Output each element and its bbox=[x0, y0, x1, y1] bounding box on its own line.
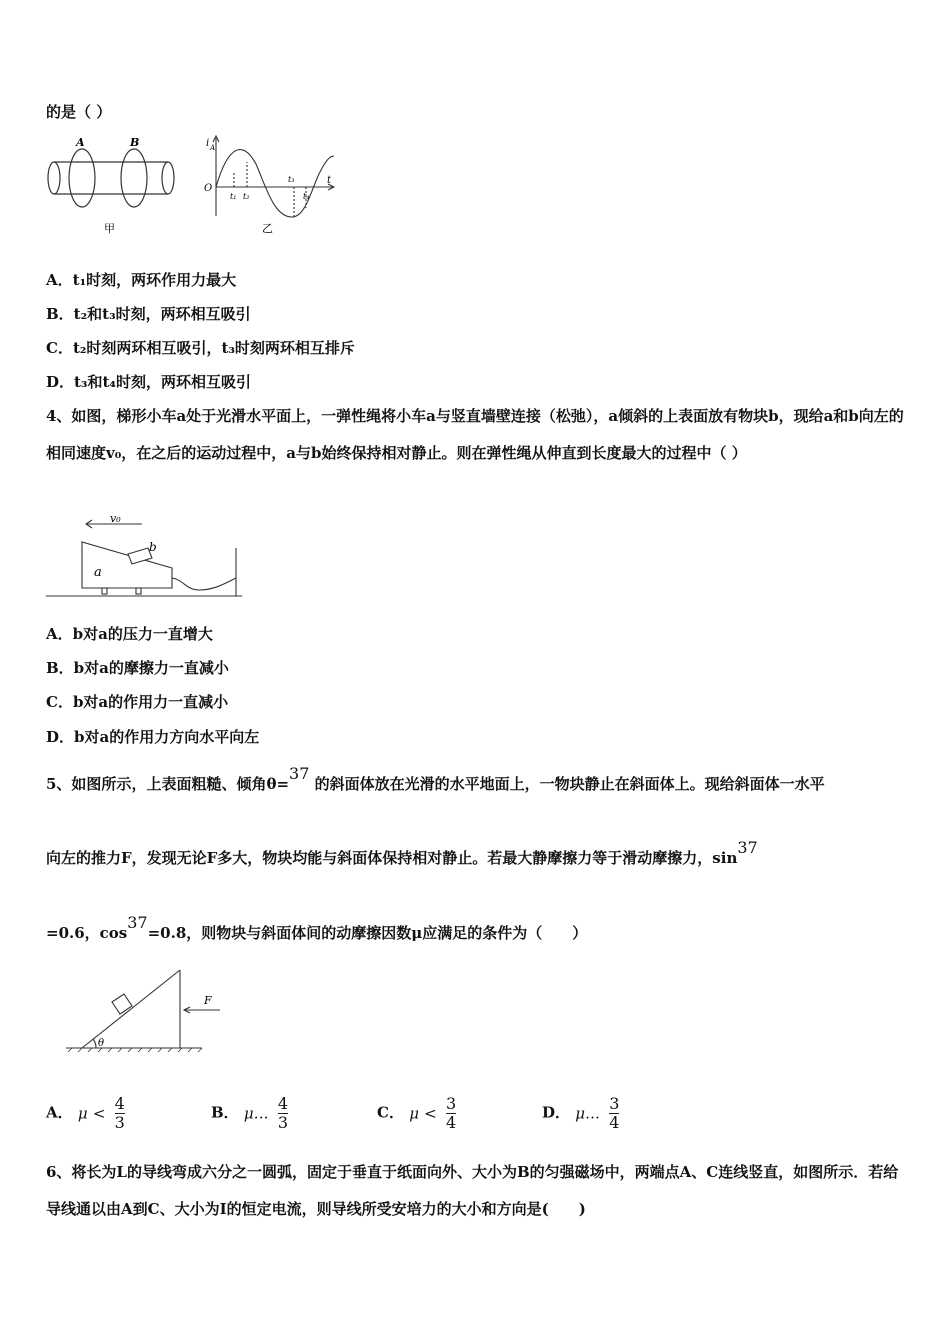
t2-label: t₂ bbox=[243, 192, 250, 201]
q3-option-c: C．t₂时刻两环相互吸引，t₃时刻两环相互排斥 bbox=[46, 339, 355, 357]
ring-b-label: B bbox=[130, 136, 140, 149]
q5-option-a: A． μ < $\frac{4}{3}$ bbox=[46, 1094, 125, 1132]
q6-question-text: 6、将长为L的导线弯成六分之一圆弧，固定于垂直于纸面向外、大小为B的匀强磁场中，两端点A、C连线竖直，如图所示．若给导线通以由A到C、大小为I的恒定电流，则导线所受安培力的大小和方向是( ) bbox=[46, 1163, 899, 1218]
q5-figure bbox=[62, 962, 232, 1056]
q5-option-b: B． μ… $\frac{4}{3}$ bbox=[211, 1094, 289, 1132]
t3-label: t₃ bbox=[288, 175, 295, 184]
q5-line-1 bbox=[46, 764, 825, 794]
q5-part2: 的斜面体放在光滑的水平地面上，一物块静止在斜面体上。现给斜面体一水平 bbox=[314, 775, 825, 793]
q3-figure bbox=[44, 132, 344, 238]
q5-angle-2: 37 bbox=[737, 838, 758, 857]
ring-a-label: A bbox=[76, 136, 85, 149]
sine-graph bbox=[213, 136, 334, 217]
q5-part3: 向左的推力F，发现无论F多大，物块均能与斜面体保持相对静止。若最大静摩擦力等于滑动摩擦力，sin bbox=[46, 849, 738, 867]
q5-part5: =0.8，则物块与斜面体间的动摩擦因数μ应满足的条件为（ ） bbox=[147, 924, 588, 942]
axis-x-label: t bbox=[327, 175, 332, 186]
origin-label: O bbox=[204, 183, 213, 194]
q3-option-a: A．t₁时刻，两环作用力最大 bbox=[46, 271, 237, 289]
t4-label: t₄ bbox=[303, 192, 310, 201]
q5-part4: =0.6，cos bbox=[46, 924, 128, 942]
caption-left: 甲 bbox=[104, 222, 115, 235]
q3-option-d: D．t₃和t₄时刻，两环相互吸引 bbox=[46, 373, 252, 391]
fraction: $\frac{3}{4}$ bbox=[445, 1094, 457, 1132]
q5-line-3 bbox=[46, 913, 588, 943]
t1-label: t₁ bbox=[230, 192, 237, 201]
q5-angle-1: 37 bbox=[289, 764, 310, 783]
block-b-label: b bbox=[149, 540, 157, 554]
block-a-label: a bbox=[94, 565, 102, 580]
q4-option-b: B．b对a的摩擦力一直减小 bbox=[46, 659, 229, 677]
fraction: $\frac{4}{3}$ bbox=[114, 1094, 125, 1132]
q4-option-d: D．b对a的作用力方向水平向左 bbox=[46, 728, 260, 746]
force-label: F bbox=[204, 994, 212, 1007]
axis-y-sub: A bbox=[210, 144, 216, 152]
axis-y-label: i bbox=[206, 138, 210, 149]
q5-option-c: C． μ < $\frac{3}{4}$ bbox=[377, 1094, 457, 1132]
q5-line-2 bbox=[46, 838, 758, 868]
theta-label: θ bbox=[98, 1038, 105, 1049]
q5-part1: 5、如图所示，上表面粗糙、倾角θ= bbox=[46, 775, 290, 793]
solenoid-diagram bbox=[48, 149, 174, 207]
q5-option-d: D． μ… $\frac{3}{4}$ bbox=[542, 1094, 620, 1132]
fraction: $\frac{3}{4}$ bbox=[609, 1094, 620, 1132]
caption-right: 乙 bbox=[262, 222, 273, 235]
velocity-label: v₀ bbox=[110, 512, 121, 525]
q4-option-c: C．b对a的作用力一直减小 bbox=[46, 693, 229, 711]
q4-figure bbox=[44, 508, 244, 602]
q4-option-a: A．b对a的压力一直增大 bbox=[46, 625, 213, 643]
q3-option-b: B．t₂和t₃时刻，两环相互吸引 bbox=[46, 305, 251, 323]
fraction: $\frac{4}{3}$ bbox=[277, 1094, 289, 1132]
q5-angle-3: 37 bbox=[127, 913, 148, 932]
q3-tail: 的是（ ） bbox=[46, 103, 112, 121]
q4-question-text: 4、如图，梯形小车a处于光滑水平面上，一弹性绳将小车a与竖直墙壁连接（松弛），a倾斜的上表面放有物块b，现给a和b向左的相同速度v₀，在之后的运动过程中，a与b始终保持相对静止。则在弹性绳从伸直到长度最大的过程中（ ） bbox=[46, 407, 904, 462]
